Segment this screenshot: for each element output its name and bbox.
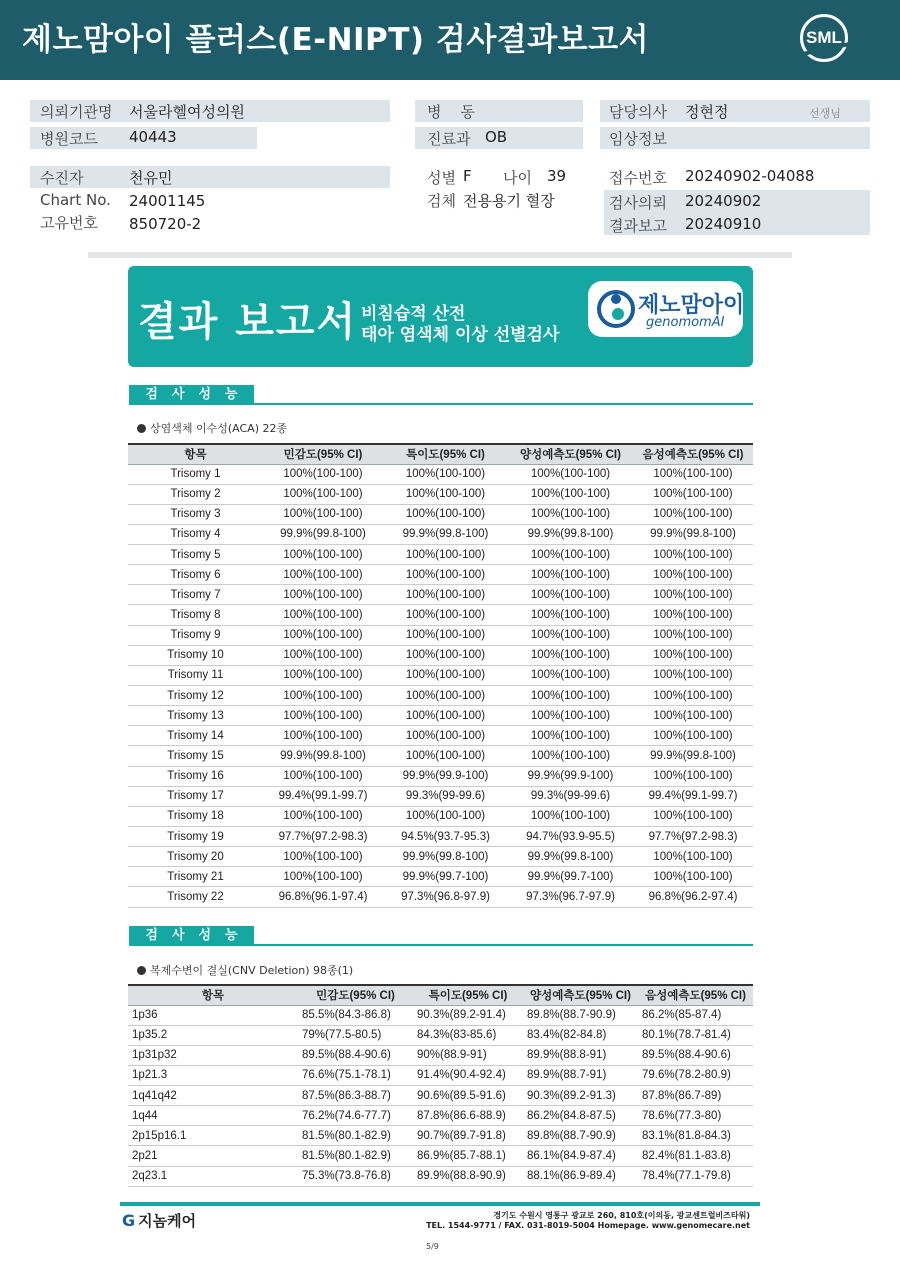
table-header-row <box>128 985 753 1005</box>
genomom-logo <box>588 281 743 337</box>
metric-cell: 100%(100-100) <box>263 585 383 605</box>
metric-cell: 100%(100-100) <box>633 504 753 524</box>
item-cell: 2q23.1 <box>128 1166 298 1186</box>
metric-cell: 96.8%(96.2-97.4) <box>633 887 753 907</box>
section1-line <box>129 403 753 405</box>
table-row <box>128 565 753 585</box>
metric-cell: 100%(100-100) <box>383 565 508 585</box>
metric-cell: 83.1%(81.8-84.3) <box>638 1126 753 1146</box>
item-cell: Trisomy 3 <box>128 504 263 524</box>
metric-cell: 97.7%(97.2-98.3) <box>263 827 383 847</box>
metric-cell: 100%(100-100) <box>508 484 633 504</box>
item-cell: Trisomy 4 <box>128 524 263 544</box>
ward-label: 병 동 <box>427 103 476 121</box>
metric-cell: 100%(100-100) <box>508 686 633 706</box>
hospital-code-label: 병원코드 <box>40 130 98 148</box>
item-cell: Trisomy 11 <box>128 665 263 685</box>
metric-cell: 100%(100-100) <box>383 605 508 625</box>
doctor-label: 담당의사 <box>609 103 667 121</box>
column-header: 양성예측도(95% CI) <box>523 985 638 1005</box>
genomom-name: 제노맘아이 <box>638 293 745 318</box>
table-row <box>128 1146 753 1166</box>
report-header <box>0 0 900 80</box>
metric-cell: 99.9%(99.7-100) <box>508 867 633 887</box>
banner-subtitle-1: 비침습적 산전 <box>361 304 466 324</box>
table-row <box>128 827 753 847</box>
genomom-mother-icon <box>596 287 636 331</box>
metric-cell: 100%(100-100) <box>508 806 633 826</box>
metric-cell: 86.1%(84.9-87.4) <box>523 1146 638 1166</box>
metric-cell: 99.4%(99.1-99.7) <box>633 786 753 806</box>
metric-cell: 100%(100-100) <box>508 565 633 585</box>
item-cell: Trisomy 2 <box>128 484 263 504</box>
metric-cell: 100%(100-100) <box>383 706 508 726</box>
metric-cell: 100%(100-100) <box>508 585 633 605</box>
metric-cell: 90.7%(89.7-91.8) <box>413 1126 523 1146</box>
metric-cell: 100%(100-100) <box>383 545 508 565</box>
metric-cell: 100%(100-100) <box>263 645 383 665</box>
aca-performance-table <box>128 443 753 908</box>
patient-label: 수진자 <box>40 169 84 187</box>
column-header: 민감도(95% CI) <box>298 985 413 1005</box>
metric-cell: 100%(100-100) <box>383 645 508 665</box>
report-title: 제노맘아이 플러스(E-NIPT) 검사결과보고서 <box>22 22 649 58</box>
metric-cell: 75.3%(73.8-76.8) <box>298 1166 413 1186</box>
metric-cell: 79%(77.5-80.5) <box>298 1025 413 1045</box>
item-cell: Trisomy 20 <box>128 847 263 867</box>
table-row <box>128 1025 753 1045</box>
metric-cell: 89.8%(88.7-90.9) <box>523 1005 638 1025</box>
metric-cell: 100%(100-100) <box>633 806 753 826</box>
metric-cell: 100%(100-100) <box>263 625 383 645</box>
metric-cell: 86.9%(85.7-88.1) <box>413 1146 523 1166</box>
doctor-suffix: 선생님 <box>809 107 841 120</box>
metric-cell: 85.5%(84.3-86.8) <box>298 1005 413 1025</box>
metric-cell: 87.8%(86.7-89) <box>638 1086 753 1106</box>
genomecare-mark: G <box>122 1211 136 1230</box>
genomom-en: genomomAI <box>646 315 725 330</box>
metric-cell: 100%(100-100) <box>633 867 753 887</box>
table-row <box>128 1166 753 1186</box>
chart-value: 24001145 <box>129 192 206 210</box>
genomecare-logo <box>122 1210 196 1231</box>
metric-cell: 100%(100-100) <box>263 504 383 524</box>
metric-cell: 100%(100-100) <box>508 504 633 524</box>
footer-address: 경기도 수원시 영통구 광교로 260, 810호(이의동, 광교센트럴비즈타워) <box>493 1211 750 1220</box>
metric-cell: 100%(100-100) <box>263 545 383 565</box>
metric-cell: 100%(100-100) <box>633 665 753 685</box>
column-header: 항목 <box>128 444 263 464</box>
metric-cell: 99.9%(99.7-100) <box>383 867 508 887</box>
metric-cell: 90.6%(89.5-91.6) <box>413 1086 523 1106</box>
item-cell: 1p31p32 <box>128 1045 298 1065</box>
receipt-value: 20240902-04088 <box>685 167 815 185</box>
metric-cell: 100%(100-100) <box>633 726 753 746</box>
metric-cell: 100%(100-100) <box>508 625 633 645</box>
metric-cell: 99.3%(99-99.6) <box>383 786 508 806</box>
metric-cell: 97.3%(96.7-97.9) <box>508 887 633 907</box>
metric-cell: 100%(100-100) <box>383 806 508 826</box>
metric-cell: 89.5%(88.4-90.6) <box>298 1045 413 1065</box>
metric-cell: 100%(100-100) <box>508 726 633 746</box>
table-row <box>128 464 753 484</box>
metric-cell: 100%(100-100) <box>508 545 633 565</box>
item-cell: Trisomy 21 <box>128 867 263 887</box>
request-label: 검사의뢰 <box>609 194 667 212</box>
metric-cell: 86.2%(85-87.4) <box>638 1005 753 1025</box>
metric-cell: 87.8%(86.6-88.9) <box>413 1106 523 1126</box>
institution-value: 서울라헬여성의원 <box>129 103 245 121</box>
metric-cell: 83.4%(82-84.8) <box>523 1025 638 1045</box>
metric-cell: 100%(100-100) <box>263 706 383 726</box>
section1-tag: 검사성능 <box>129 385 254 405</box>
metric-cell: 90.3%(89.2-91.4) <box>413 1005 523 1025</box>
clinical-label: 임상정보 <box>609 130 667 148</box>
table-row <box>128 1106 753 1126</box>
table-row <box>128 1045 753 1065</box>
section2-tag: 검사성능 <box>129 926 254 946</box>
section2-line <box>129 944 753 946</box>
metric-cell: 99.9%(99.8-100) <box>383 524 508 544</box>
metric-cell: 78.4%(77.1-79.8) <box>638 1166 753 1186</box>
metric-cell: 100%(100-100) <box>383 726 508 746</box>
result-banner <box>128 266 753 367</box>
table-row <box>128 706 753 726</box>
id-value: 850720-2 <box>129 215 202 233</box>
metric-cell: 91.4%(90.4-92.4) <box>413 1065 523 1085</box>
metric-cell: 99.9%(99.8-100) <box>508 847 633 867</box>
metric-cell: 76.2%(74.6-77.7) <box>298 1106 413 1126</box>
metric-cell: 100%(100-100) <box>383 686 508 706</box>
metric-cell: 86.2%(84.8-87.5) <box>523 1106 638 1126</box>
receipt-label: 접수번호 <box>609 169 667 187</box>
metric-cell: 100%(100-100) <box>383 625 508 645</box>
table-row <box>128 766 753 786</box>
metric-cell: 100%(100-100) <box>383 746 508 766</box>
metric-cell: 90%(88.9-91) <box>413 1045 523 1065</box>
item-cell: 1q44 <box>128 1106 298 1126</box>
dept-value: OB <box>485 128 508 146</box>
sex-value: F <box>463 167 472 185</box>
metric-cell: 100%(100-100) <box>633 686 753 706</box>
metric-cell: 100%(100-100) <box>633 645 753 665</box>
table-row <box>128 545 753 565</box>
banner-subtitle-2: 태아 염색체 이상 선별검사 <box>361 325 560 345</box>
column-header: 특이도(95% CI) <box>383 444 508 464</box>
metric-cell: 99.9%(99.8-100) <box>633 524 753 544</box>
metric-cell: 89.9%(88.7-91) <box>523 1065 638 1085</box>
item-cell: 2p15p16.1 <box>128 1126 298 1146</box>
metric-cell: 84.3%(83-85.6) <box>413 1025 523 1045</box>
table-row <box>128 605 753 625</box>
table-row <box>128 786 753 806</box>
half-circle-icon <box>137 966 146 975</box>
metric-cell: 100%(100-100) <box>508 464 633 484</box>
metric-cell: 99.9%(99.8-100) <box>508 524 633 544</box>
metric-cell: 100%(100-100) <box>263 565 383 585</box>
report-date: 20240910 <box>685 215 762 233</box>
item-cell: Trisomy 16 <box>128 766 263 786</box>
item-cell: Trisomy 13 <box>128 706 263 726</box>
metric-cell: 100%(100-100) <box>633 706 753 726</box>
institution-label: 의뢰기관명 <box>40 103 113 121</box>
section2-subheading <box>137 962 353 978</box>
cnv-performance-table <box>128 984 753 1187</box>
item-cell: Trisomy 1 <box>128 464 263 484</box>
metric-cell: 89.9%(88.8-91) <box>523 1045 638 1065</box>
metric-cell: 100%(100-100) <box>633 605 753 625</box>
metric-cell: 100%(100-100) <box>263 847 383 867</box>
table-row <box>128 887 753 907</box>
table-row <box>128 867 753 887</box>
metric-cell: 87.5%(86.3-88.7) <box>298 1086 413 1106</box>
metric-cell: 99.9%(99.9-100) <box>383 766 508 786</box>
metric-cell: 96.8%(96.1-97.4) <box>263 887 383 907</box>
metric-cell: 100%(100-100) <box>383 665 508 685</box>
table-row <box>128 847 753 867</box>
table-row <box>128 585 753 605</box>
item-cell: Trisomy 9 <box>128 625 263 645</box>
metric-cell: 99.9%(99.8-100) <box>633 746 753 766</box>
metric-cell: 100%(100-100) <box>263 665 383 685</box>
metric-cell: 94.7%(93.9-95.5) <box>508 827 633 847</box>
age-label: 나이 <box>503 169 532 187</box>
metric-cell: 100%(100-100) <box>263 484 383 504</box>
item-cell: 1p21.3 <box>128 1065 298 1085</box>
metric-cell: 97.7%(97.2-98.3) <box>633 827 753 847</box>
item-cell: Trisomy 7 <box>128 585 263 605</box>
item-cell: Trisomy 15 <box>128 746 263 766</box>
column-header: 음성예측도(95% CI) <box>638 985 753 1005</box>
table-row <box>128 806 753 826</box>
metric-cell: 100%(100-100) <box>633 464 753 484</box>
metric-cell: 100%(100-100) <box>263 686 383 706</box>
item-cell: Trisomy 12 <box>128 686 263 706</box>
id-label: 고유번호 <box>40 214 98 232</box>
table-row <box>128 1086 753 1106</box>
metric-cell: 100%(100-100) <box>263 867 383 887</box>
metric-cell: 100%(100-100) <box>383 464 508 484</box>
metric-cell: 89.8%(88.7-90.9) <box>523 1126 638 1146</box>
metric-cell: 100%(100-100) <box>263 464 383 484</box>
section2-subheading-text: 복제수변이 결실(CNV Deletion) 98종(1) <box>150 964 354 977</box>
metric-cell: 81.5%(80.1-82.9) <box>298 1126 413 1146</box>
doctor-value: 정현정 <box>685 103 729 121</box>
metric-cell: 90.3%(89.2-91.3) <box>523 1086 638 1106</box>
section1-subheading <box>137 420 287 436</box>
metric-cell: 100%(100-100) <box>263 605 383 625</box>
request-date: 20240902 <box>685 192 762 210</box>
metric-cell: 89.9%(88.8-90.9) <box>413 1166 523 1186</box>
item-cell: Trisomy 14 <box>128 726 263 746</box>
table-row <box>128 665 753 685</box>
item-cell: 1q41q42 <box>128 1086 298 1106</box>
column-header: 민감도(95% CI) <box>263 444 383 464</box>
metric-cell: 100%(100-100) <box>383 504 508 524</box>
item-cell: Trisomy 19 <box>128 827 263 847</box>
table-row <box>128 524 753 544</box>
metric-cell: 100%(100-100) <box>383 484 508 504</box>
company-name: 지놈케어 <box>138 1212 197 1230</box>
metric-cell: 100%(100-100) <box>263 726 383 746</box>
metric-cell: 100%(100-100) <box>263 806 383 826</box>
metric-cell: 78.6%(77.3-80) <box>638 1106 753 1126</box>
table-row <box>128 504 753 524</box>
age-value: 39 <box>547 167 567 185</box>
item-cell: Trisomy 5 <box>128 545 263 565</box>
metric-cell: 100%(100-100) <box>633 585 753 605</box>
metric-cell: 97.3%(96.8-97.9) <box>383 887 508 907</box>
table-row <box>128 1065 753 1085</box>
column-header: 특이도(95% CI) <box>413 985 523 1005</box>
metric-cell: 99.3%(99-99.6) <box>508 786 633 806</box>
metric-cell: 99.9%(99.8-100) <box>263 746 383 766</box>
table-row <box>128 645 753 665</box>
item-cell: Trisomy 10 <box>128 645 263 665</box>
metric-cell: 99.9%(99.9-100) <box>508 766 633 786</box>
patient-bar <box>30 166 390 188</box>
separator <box>88 252 792 258</box>
metric-cell: 100%(100-100) <box>383 585 508 605</box>
footer-line <box>120 1202 760 1206</box>
table-row <box>128 686 753 706</box>
table-row <box>128 746 753 766</box>
page-number: 5/9 <box>426 1242 439 1251</box>
metric-cell: 89.5%(88.4-90.6) <box>638 1045 753 1065</box>
metric-cell: 100%(100-100) <box>633 545 753 565</box>
table-header-row <box>128 444 753 464</box>
metric-cell: 100%(100-100) <box>508 706 633 726</box>
item-cell: 1p36 <box>128 1005 298 1025</box>
table-row <box>128 484 753 504</box>
dept-label: 진료과 <box>427 130 471 148</box>
section1-subheading-text: 상염색체 이수성(ACA) 22종 <box>150 422 288 435</box>
item-cell: Trisomy 22 <box>128 887 263 907</box>
specimen-value: 전용용기 혈장 <box>463 192 555 210</box>
patient-name: 천유민 <box>129 169 173 187</box>
item-cell: 2p21 <box>128 1146 298 1166</box>
metric-cell: 100%(100-100) <box>508 645 633 665</box>
sml-logo-text: SML <box>806 28 842 47</box>
metric-cell: 99.4%(99.1-99.7) <box>263 786 383 806</box>
metric-cell: 100%(100-100) <box>633 847 753 867</box>
metric-cell: 100%(100-100) <box>508 605 633 625</box>
metric-cell: 99.9%(99.8-100) <box>263 524 383 544</box>
report-label: 결과보고 <box>609 217 667 235</box>
table-row <box>128 1126 753 1146</box>
footer-contact: TEL. 1544-9771 / FAX. 031-8019-5004 Homepage. www.genomecare.net <box>426 1221 750 1230</box>
column-header: 항목 <box>128 985 298 1005</box>
column-header: 음성예측도(95% CI) <box>633 444 753 464</box>
metric-cell: 100%(100-100) <box>633 565 753 585</box>
sex-label: 성별 <box>427 169 456 187</box>
half-circle-icon <box>137 424 146 433</box>
specimen-label: 검체 <box>427 192 456 210</box>
item-cell: 1p35.2 <box>128 1025 298 1045</box>
metric-cell: 100%(100-100) <box>633 766 753 786</box>
metric-cell: 99.9%(99.8-100) <box>383 847 508 867</box>
table-row <box>128 726 753 746</box>
metric-cell: 80.1%(78.7-81.4) <box>638 1025 753 1045</box>
item-cell: Trisomy 18 <box>128 806 263 826</box>
table-row <box>128 625 753 645</box>
metric-cell: 94.5%(93.7-95.3) <box>383 827 508 847</box>
item-cell: Trisomy 6 <box>128 565 263 585</box>
metric-cell: 100%(100-100) <box>633 484 753 504</box>
sml-logo <box>800 14 848 62</box>
chart-label: Chart No. <box>40 191 111 209</box>
metric-cell: 76.6%(75.1-78.1) <box>298 1065 413 1085</box>
table-row <box>128 1005 753 1025</box>
banner-title: 결과 보고서 <box>138 299 358 345</box>
metric-cell: 100%(100-100) <box>508 746 633 766</box>
metric-cell: 100%(100-100) <box>508 665 633 685</box>
metric-cell: 100%(100-100) <box>263 766 383 786</box>
hospital-code-value: 40443 <box>129 128 177 146</box>
item-cell: Trisomy 17 <box>128 786 263 806</box>
item-cell: Trisomy 8 <box>128 605 263 625</box>
metric-cell: 88.1%(86.9-89.4) <box>523 1166 638 1186</box>
column-header: 양성예측도(95% CI) <box>508 444 633 464</box>
metric-cell: 100%(100-100) <box>633 625 753 645</box>
metric-cell: 81.5%(80.1-82.9) <box>298 1146 413 1166</box>
metric-cell: 82.4%(81.1-83.8) <box>638 1146 753 1166</box>
metric-cell: 79.6%(78.2-80.9) <box>638 1065 753 1085</box>
